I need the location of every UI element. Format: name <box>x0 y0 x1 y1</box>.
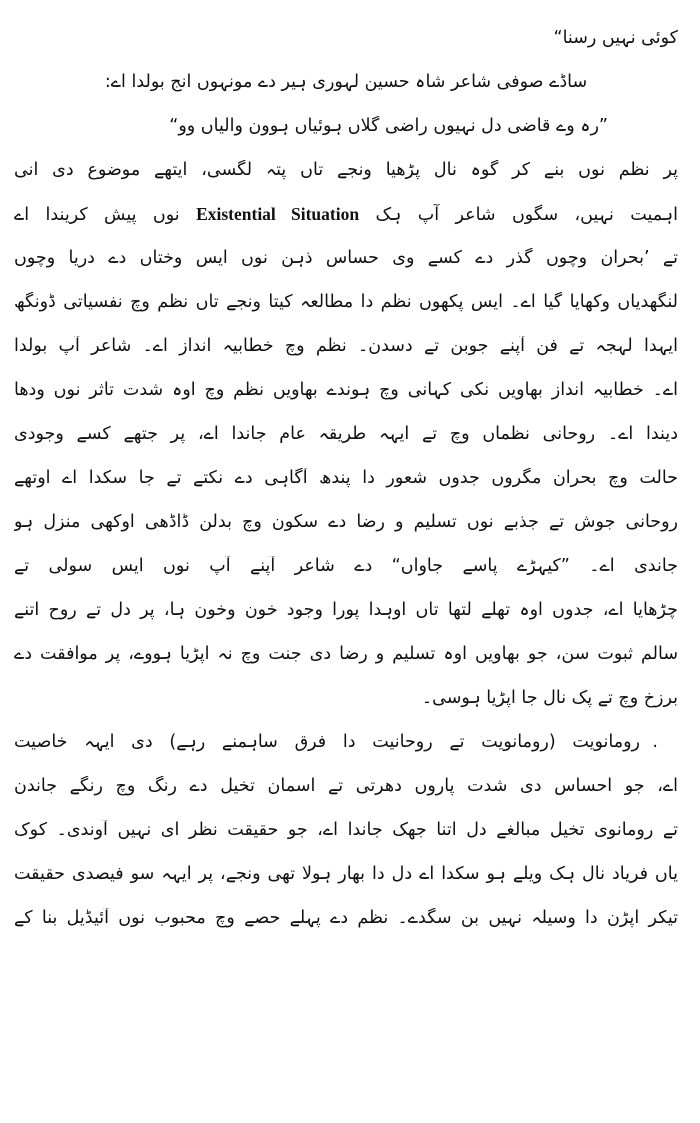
text-line: برزخ وچ تے پک نال جا اپڑیا ہوسی۔ <box>421 688 678 708</box>
text-line: اے، جو احساس دی شدت پاروں دھرتی تے اسمان تخیل دے رنگ وچ رنگے جاندن <box>14 776 678 796</box>
text-line: سالم ثبوت سن، جو بھاویں اوہ تسلیم و رضا دی جنت وچ نہ اپڑیا ہووے، پر موافقت دے <box>14 644 678 664</box>
text-line: اے۔ خطابیہ انداز بھاویں نکی کہانی وچ ہوندے بھاویں نظم وچ اوہ شدت تاثر نوں ودھا <box>14 380 678 400</box>
text-line: دیندا اے۔ روحانی نظماں وچ تے ایہہ طریقہ عام جاندا اے، پر جتھے کسے وجودی <box>14 424 678 444</box>
text-line: روحانی جوش تے جذبے نوں تسلیم و رضا دے سکون وچ بدلن ڈاڈھی اوکھی منزل ہو <box>14 512 678 532</box>
quote-line: ”رہ وے قاضی دل نہیوں راضی گلاں ہوئیاں ہوون والیاں وو“ <box>169 116 608 136</box>
text-line: ایہدا لہجہ تے فن آپنے جوبن تے دسدن۔ نظم وچ خطابیہ انداز اے۔ شاعر آپ بولدا <box>14 336 678 356</box>
text-line: چڑھایا اے، جدوں اوہ تھلے لتھا تاں اوہدا پورا وجود خون وخون ہا، پر دل تے روح اتنے <box>14 600 678 620</box>
text-line: کوئی نہیں رسنا“ <box>553 28 678 48</box>
text-line: حالت وچ بحران مگروں جدوں شعور دا پندھ آگاہی دے نکتے تے جا سکدا اے اوتھے <box>14 468 678 488</box>
english-term: Existential Situation <box>196 204 360 224</box>
text-line: لنگھدیاں وکھایا گیا اے۔ ایس پکھوں نظم دا مطالعہ کیتا ونجے تاں نظم وچ نفسیاتی ڈونگھ <box>14 292 678 312</box>
text-line: جاندی اے۔ ”کیہڑے پاسے جاواں“ دے شاعر آپنے آپ نوں ایس سولی تے <box>14 556 678 576</box>
text-line: تے رومانوی تخیل مبالغے دل اتنا جھک جاندا اے، جو حقیقت نظر ای نہیں آوندی۔ کوک <box>14 820 678 840</box>
text-line: تیکر اپڑن دا وسیلہ نہیں بن سگدے۔ نظم دے پہلے حصے وچ محبوب نوں آئیڈیل بنا کے <box>14 908 678 928</box>
text-segment: نوں پیش کریندا اے <box>14 205 180 225</box>
text-line: تے ’بحران وچوں گذر دے کسے وی حساس ذہن نوں ایس وختاں دے دریا وچوں <box>14 248 678 268</box>
text-line-with-term <box>14 204 678 225</box>
text-segment: رومانویت (رومانویت تے روحانیت دا فرق ساہمنے رہے) دی ایہہ خاصیت <box>14 732 640 752</box>
bulleted-line <box>14 732 678 753</box>
text-line: پر نظم نوں بنے کر گوہ نال پڑھیا ونجے تاں پتہ لگسی، ایتھے موضوع دی انی <box>14 160 678 180</box>
text-line: ساڈے صوفی شاعر شاہ حسین لہوری ہیر دے مونہوں انج بولدا اے: <box>104 72 588 92</box>
bullet-point: . <box>652 732 658 752</box>
text-line: یاں فریاد نال ہک ویلے ہو سکدا اے دل دا بھار ہولا تھی ونجے، پر ایہہ سو فیصدی حقیقت <box>14 864 678 884</box>
text-segment: اہمیت نہیں، سگوں شاعر آپ ہک <box>375 205 678 225</box>
